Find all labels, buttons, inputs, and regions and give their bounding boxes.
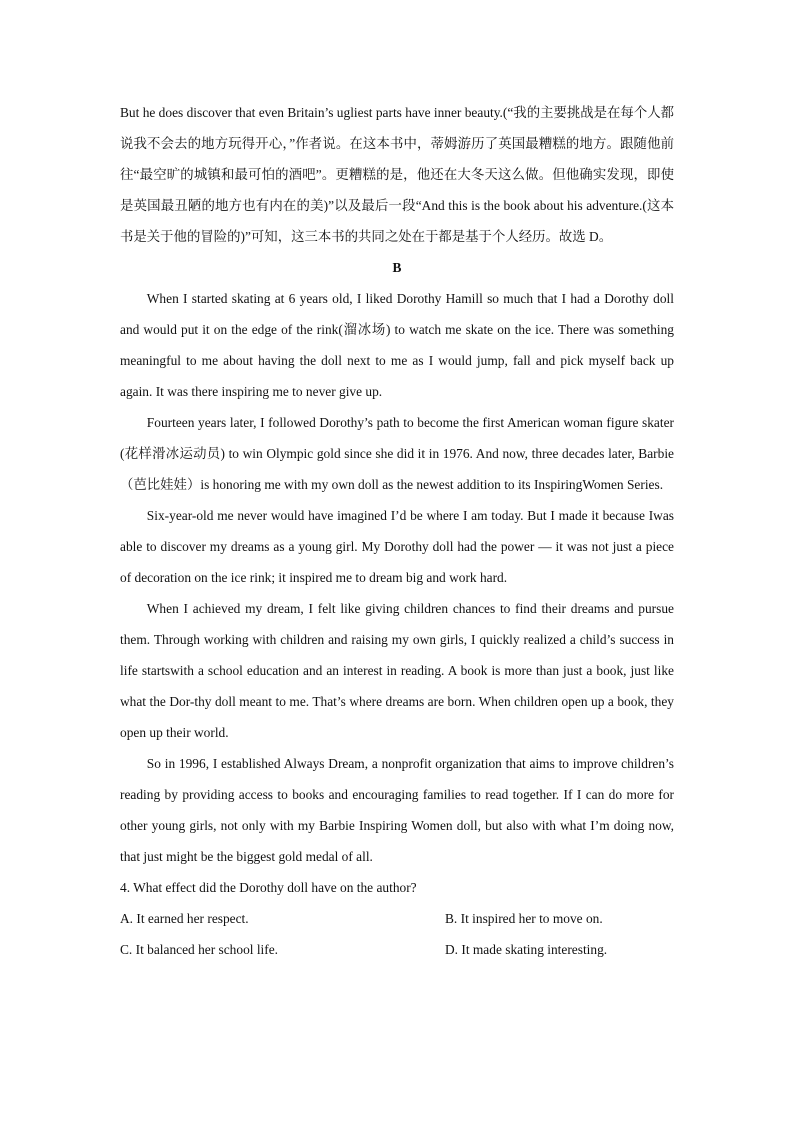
passage-paragraph-3: Six-year-old me never would have imagined I’d be where I am today. But I made it because Iwas able to discover my dreams as a young girl. My Dorothy doll had the power — it was not just a piece of decoration on the ice rink; it inspired me to dream big and work hard.: [120, 508, 674, 585]
passage-paragraph-2: Fourteen years later, I followed Dorothy’s path to become the first American woman figure skater (花样滑冰运动员) to win Olympic gold since she did it in 1976. And now, three decades later, Barbie（芭比娃娃）is honoring me with my own doll as the newest addition to its InspiringWomen Series.: [120, 415, 674, 492]
answer-options: [120, 903, 674, 965]
document-page: [120, 97, 674, 965]
section-heading: B: [392, 260, 402, 275]
question-stem: 4. What effect did the Dorothy doll have on the author?: [120, 880, 417, 895]
answer-explanation: But he does discover that even Britain’s ugliest parts have inner beauty.(“我的主要挑战是在每个人都说我不会去的地方玩得开心，”作者说。在这本书中，蒂姆游历了英国最糟糕的地方。跟随他前往“最空旷的城镇和最可怕的酒吧”。更糟糕的是，他还在大冬天这么做。但他确实发现，即使是英国最丑陋的地方也有内在的美)”以及最后一段“And this is the book about his adventure.(这本书是关于他的冒险的)”可知，这三本书的共同之处在于都是基于个人经历。故选 D。: [120, 105, 674, 244]
option-a: A. It earned her respect.: [120, 911, 249, 926]
passage-paragraph-4: When I achieved my dream, I felt like giving children chances to find their dreams and pursue them. Through working with children and raising my own girls, I quickly realized a child’s success in life startswith a school education and an interest in reading. A book is more than just a book, just like what the Dor-thy doll meant to me. That’s where dreams are born. When children open up a book, they open up their world.: [120, 601, 674, 740]
option-c: C. It balanced her school life.: [120, 942, 279, 957]
passage-paragraph-1: When I started skating at 6 years old, I liked Dorothy Hamill so much that I had a Dorothy doll and would put it on the edge of the rink(溜冰场) to watch me skate on the ice. There was something meaningful to me about having the doll next to me as I would jump, fall and pick myself back up again. It was there inspiring me to never give up.: [120, 291, 674, 399]
passage-paragraph-5: So in 1996, I established Always Dream, a nonprofit organization that aims to improve children’s reading by providing access to books and encouraging families to read together. If I can do more for other young girls, not only with my Barbie Inspiring Women doll, but also with what I’m doing now, that just might be the biggest gold medal of all.: [120, 756, 674, 864]
option-d: D. It made skating interesting.: [445, 942, 608, 957]
option-b: B. It inspired her to move on.: [445, 911, 603, 926]
